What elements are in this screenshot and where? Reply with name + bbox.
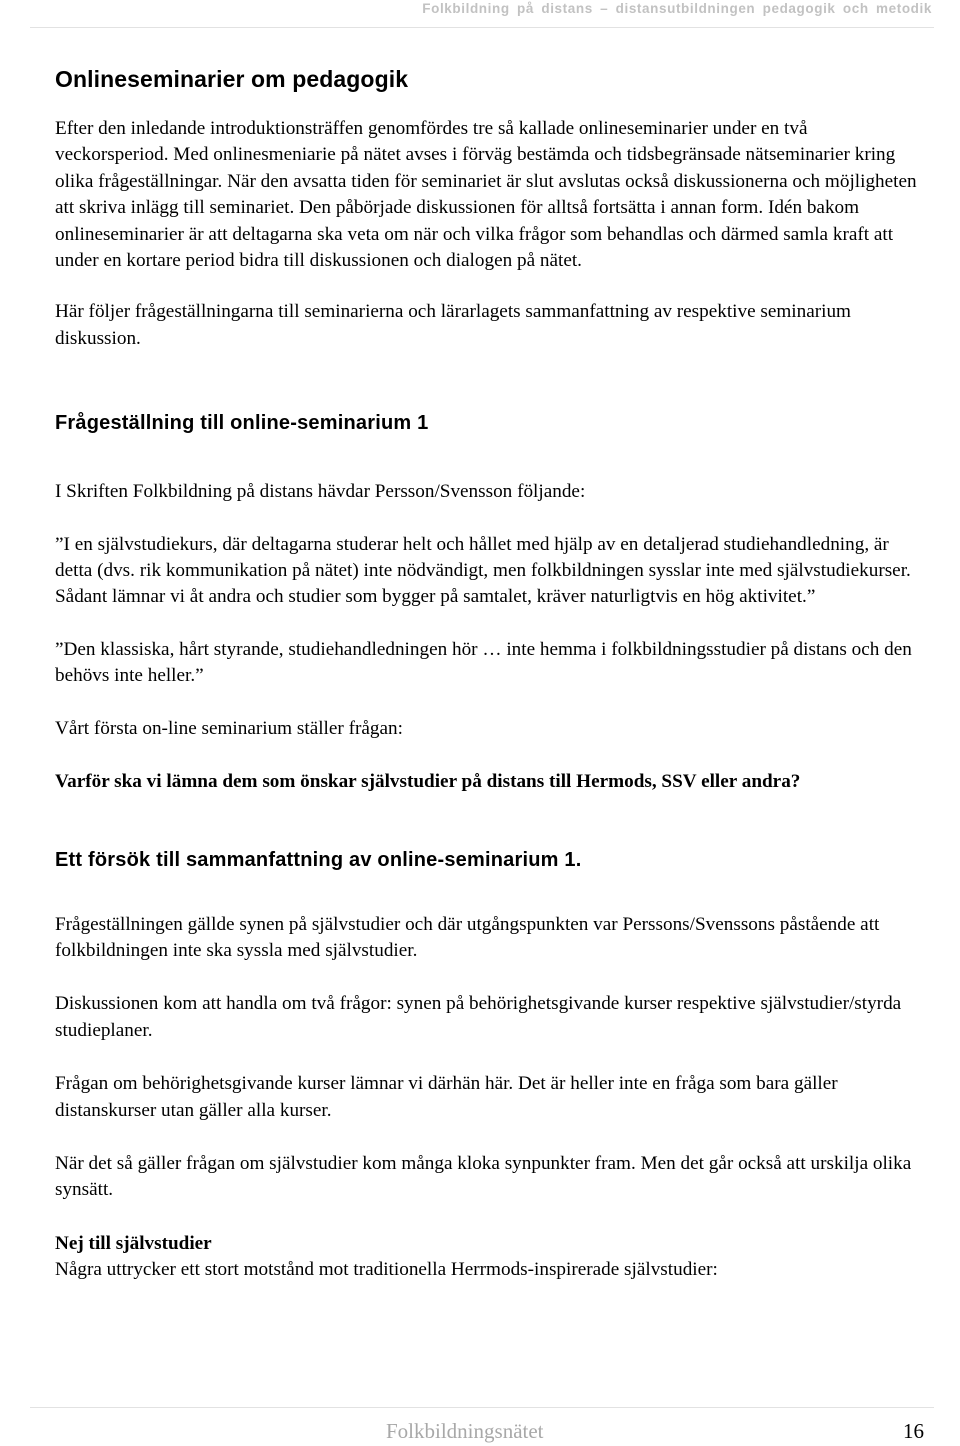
summary-paragraph-5: Några uttrycker ett stort motstånd mot traditionella Herrmods-inspirerade självstudier:	[55, 1259, 718, 1281]
document-body	[55, 60, 925, 1284]
seminar-question: Varför ska vi lämna dem som önskar självstudier på distans till Hermods, SSV eller andra?	[55, 771, 801, 793]
summary-paragraph-3: Frågan om behörighetsgivande kurser lämnar vi därhän här. Det är heller inte en fråga som bara gäller distanskurser utan gäller alla kurser.	[55, 1073, 838, 1121]
header-divider	[30, 27, 934, 28]
overview-paragraph: Här följer frågeställningarna till seminarierna och lärarlagets sammanfattning av respektive seminarium diskussion.	[55, 301, 851, 349]
intro-paragraph: Efter den inledande introduktionsträffen genomfördes tre så kallade onlineseminarier under en två veckorsperiod. Med onlinesmeniarie på nätet avses i förväg bestämda och tidsbegränsade nätseminarier kring olika frågeställningar. När den avsatta tiden för seminariet är slut avslutas också diskussionerna och möjligheten att skriva inlägg till seminariet. Den påbörjade diskussionen för alltså fortsätta i annan form. Idén bakom onlineseminarier är att deltagarna ska veta om när och vilka frågor som behandlas och därmed samla kraft att under en kortare period bidra till diskussionen och dialogen på nätet.	[55, 118, 917, 272]
section-heading-summary: Ett försök till sammanfattning av online-seminarium 1.	[55, 848, 582, 871]
quote-paragraph-1: ”I en självstudiekurs, där deltagarna studerar helt och hållet med hjälp av en detaljerad studiehandledning, är detta (dvs. rik kommunikation på nätet) inte nödvändigt, men folkbildningen sysslar inte med självstudiekurser. Sådant lämnar vi åt andra och studier som bygger på samtalet, kräver naturligtvis en hög aktivitet.”	[55, 533, 911, 608]
footer-publisher: Folkbildningsnätet	[386, 1419, 544, 1443]
page-title: Onlineseminarier om pedagogik	[55, 66, 409, 92]
footer-divider	[30, 1407, 934, 1408]
paragraph-source-intro: I Skriften Folkbildning på distans hävdar Persson/Svensson följande:	[55, 481, 586, 503]
running-header: Folkbildning på distans – distansutbildningen pedagogik och metodik	[422, 1, 932, 16]
page-number: 16	[903, 1419, 924, 1443]
quote-paragraph-2: ”Den klassiska, hårt styrande, studiehandledningen hör … inte hemma i folkbildningsstudier på distans och den behövs inte heller.”	[55, 638, 912, 687]
subheading-no-self-study: Nej till självstudier	[55, 1232, 212, 1254]
section-heading-question: Frågeställning till online-seminarium 1	[55, 412, 429, 435]
paragraph-question-intro: Vårt första on-line seminarium ställer frågan:	[55, 717, 403, 739]
summary-paragraph-1: Frågeställningen gällde synen på självstudier och där utgångspunkten var Perssons/Svenssons påstående att folkbildningen inte ska syssla med självstudier.	[55, 913, 880, 961]
summary-paragraph-4: När det så gäller frågan om självstudier kom många kloka synpunkter fram. Men det går också att urskilja olika synsätt.	[55, 1152, 912, 1201]
summary-paragraph-2: Diskussionen kom att handla om två frågor: synen på behörighetsgivande kurser respektive självstudier/styrda studieplaner.	[55, 993, 902, 1041]
